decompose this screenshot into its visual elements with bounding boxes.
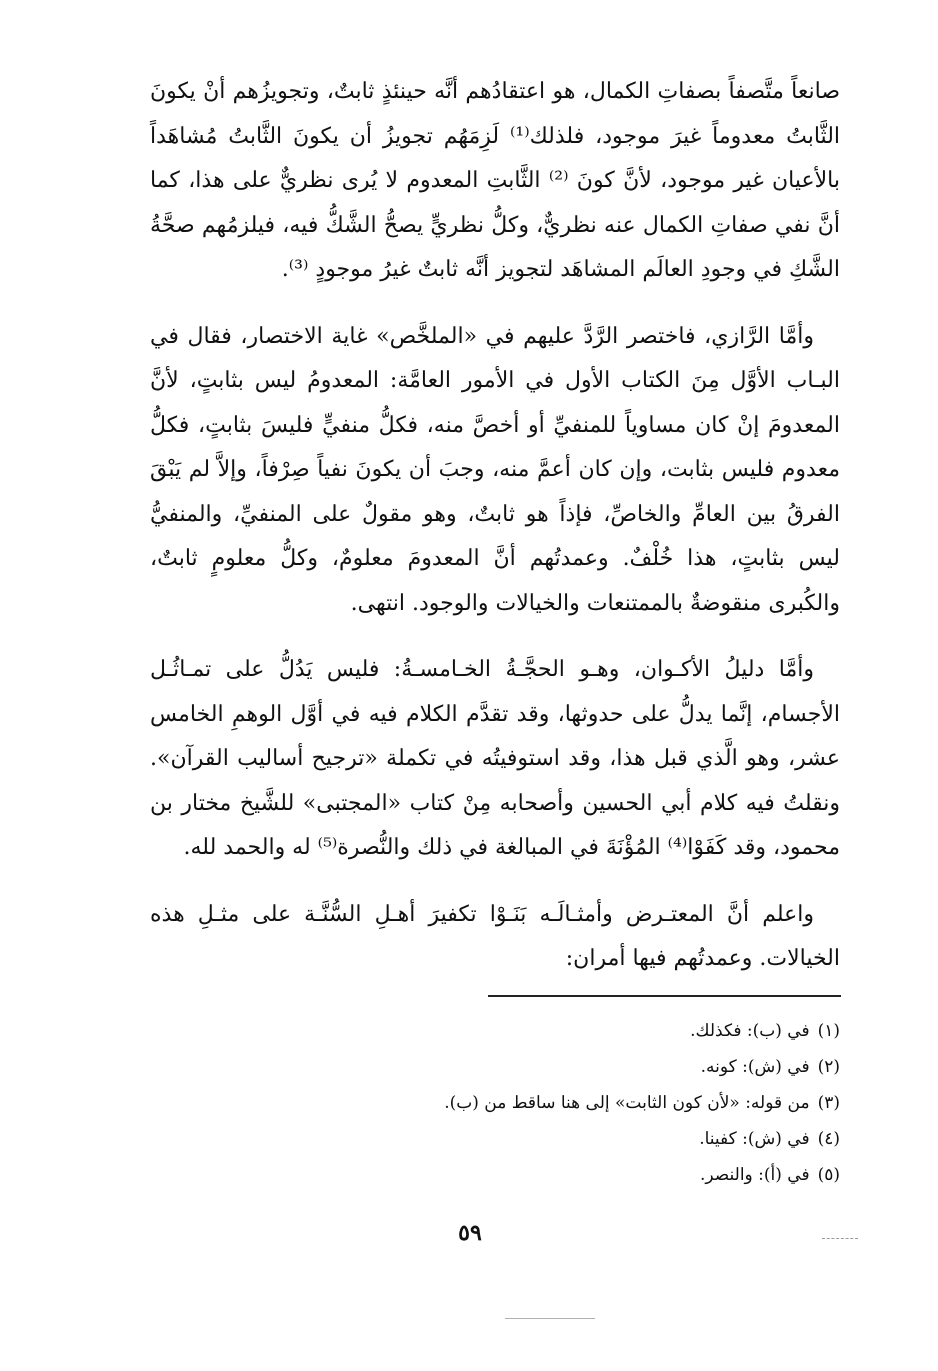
- footnote-5: [150, 1157, 840, 1193]
- page-number: ٥٩: [458, 1220, 482, 1246]
- footnote-text: في (أ): والنصر.: [699, 1165, 810, 1185]
- footnote-number: (٤): [817, 1129, 840, 1149]
- footnote-number: (٢): [817, 1057, 840, 1077]
- footnote-4: [150, 1121, 840, 1157]
- footnote-3: [150, 1085, 840, 1121]
- paragraph-3: وأمَّا دليلُ الأكـوان، وهـو الحجَّـةُ الخـامسـةُ: فليس يَدُلُّ على تمـاثُـل الأجسام، إنَّما يدلُّ على حدوثها، وقد تقدَّم الكلام فيه في أوَّل الوهمِ الخامس عشر، وهو الَّذي قبل هذا، وقد استوفيتُه في تكملة «ترجيح أساليب القرآن». ونقلتُ فيه كلام أبي الحسين وأصحابه مِنْ كتاب «المجتبى» للشَّيخ مختار بن محمود، وقد كَفَوْا⁽⁴⁾ المُؤْنَةَ في المبالغة في ذلك والنُّصرة⁽⁵⁾ له والحمد لله.: [150, 657, 840, 860]
- paragraph-4: واعلم أنَّ المعتـرض وأمثـالَـه بَنَـوْا تكفيرَ أهـلِ السُّنَّـة على مثـلِ هذه الخيالات. وعمدتُهم فيها أمران:: [150, 901, 840, 971]
- footnote-text: في (ش): كفينا.: [699, 1129, 810, 1149]
- footnote-1: [150, 1013, 840, 1049]
- footnote-separator: [488, 995, 841, 997]
- footnote-number: (١): [817, 1021, 840, 1041]
- footnote-number: (٥): [817, 1165, 840, 1185]
- scan-mark-bottom: [505, 1318, 595, 1319]
- paragraph-2: وأمَّا الرَّازي، فاختصر الرَّدَّ عليهم في «الملخَّص» غاية الاختصار، فقال في البـاب الأوَّل مِنَ الكتاب الأول في الأمور العامَّة: المعدومُ ليس بثابتٍ، لأنَّ المعدومَ إنْ كان مساوياً للمنفيِّ أو أخصَّ منه، فكلُّ منفيٍّ فليسَ بثابتٍ، فكلُّ معدوم فليس بثابت، وإن كان أعمَّ منه، وجبَ أن يكونَ نفياً صِرْفاً، وإلاَّ لم يَبْقَ الفرقُ بين العامِّ والخاصِّ، فإذاً هو ثابتٌ، وهو مقولٌ على المنفيِّ، والمنفيُّ ليس بثابتٍ، هذا خُلْفٌ. وعمدتُهم أنَّ المعدومَ معلومٌ، وكلُّ معلومٍ ثابتٌ، والكُبرى منقوضةٌ بالممتنعات والخيالات والوجود. انتهى.: [150, 323, 840, 616]
- footnote-text: من قوله: «لأن كون الثابت» إلى هنا ساقط من (ب).: [444, 1093, 810, 1113]
- footnotes-block: [150, 1013, 840, 1193]
- main-text-block: [150, 70, 840, 982]
- scan-mark: [822, 1238, 858, 1239]
- paragraph-1: صانعاً متَّصفاً بصفاتِ الكمال، هو اعتقادُهم أنَّه حينئذٍ ثابتٌ، وتجويزُهم أنْ يكونَ الثَّابتُ معدوماً غيرَ موجود، فلذلك⁽¹⁾ لَزِمَهُم تجويزُ أن يكونَ الثَّابتُ مُشاهَداً بالأعيان غير موجود، لأنَّ كونَ ⁽²⁾ الثَّابتِ المعدوم لا يُرى نظريٌّ على هذا، كما أنَّ نفي صفاتِ الكمال عنه نظريٌّ، وكلُّ نظريٍّ يصحُّ الشَّكُّ فيه، فيلزمُهم صحَّةُ الشَّكِ في وجودِ العالَم المشاهَد لتجويز أنَّه ثابتٌ غيرُ موجودٍ ⁽³⁾.: [150, 79, 841, 282]
- footnote-2: [150, 1049, 840, 1085]
- footnote-text: في (ش): كونه.: [700, 1057, 810, 1077]
- footnote-number: (٣): [817, 1093, 840, 1113]
- footnote-text: في (ب): فكذلك.: [690, 1021, 810, 1041]
